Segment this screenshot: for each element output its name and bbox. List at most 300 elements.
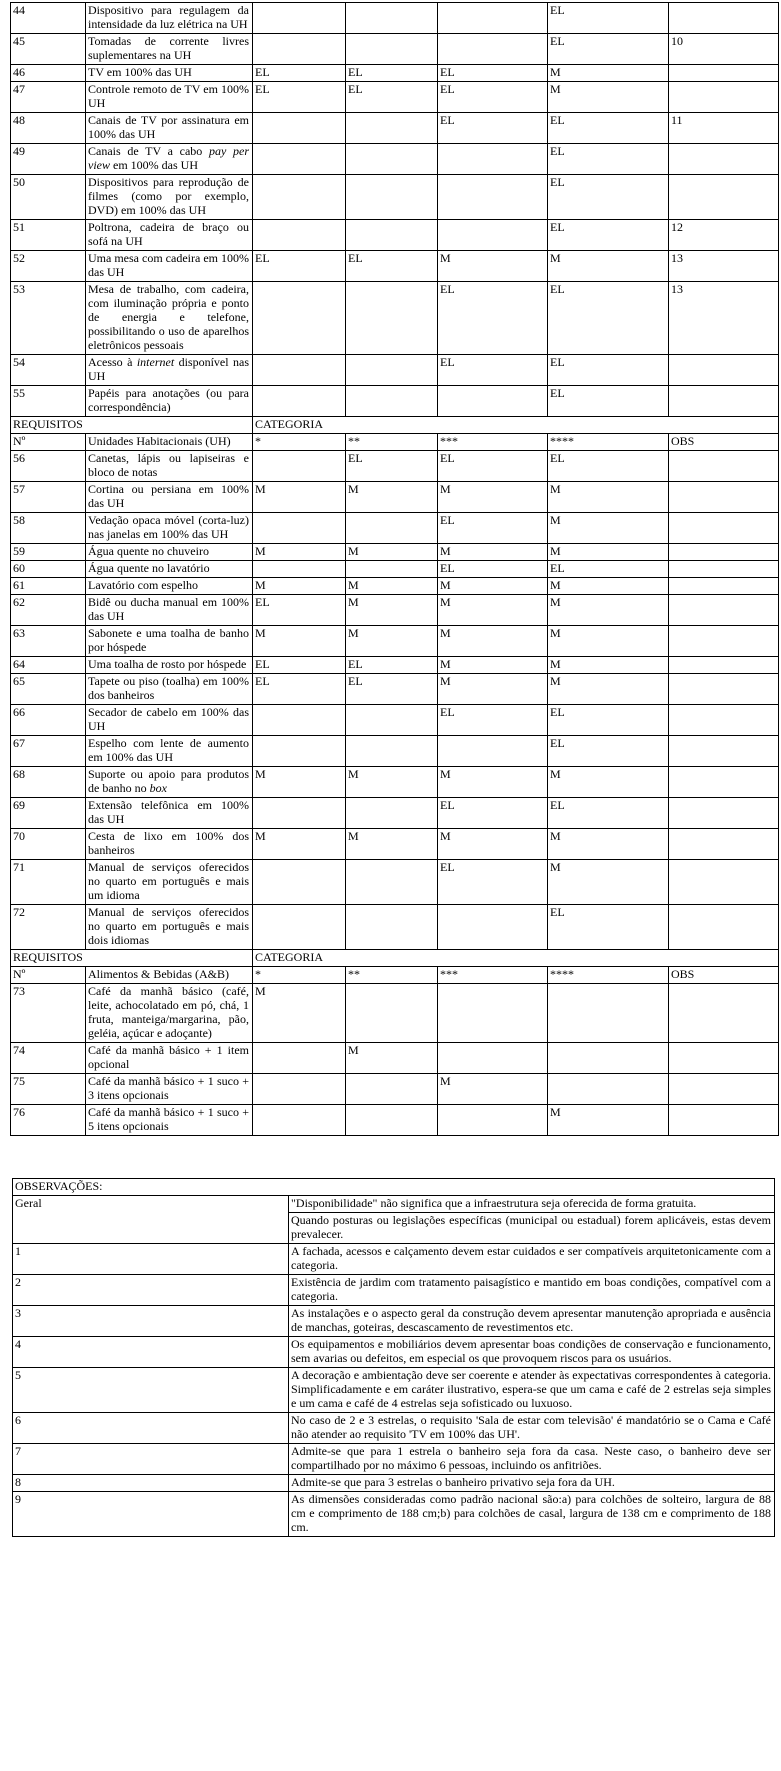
obs-cell bbox=[669, 3, 779, 34]
row-number-cell: 75 bbox=[11, 1074, 86, 1105]
category-1-star-cell bbox=[253, 798, 346, 829]
requirement-description-cell: Mesa de trabalho, com cadeira, com iluminação própria e ponto de energia e telefone, possibilitando o uso de aparelhos eletrônicos pessoais bbox=[86, 282, 253, 355]
star-2-header: ** bbox=[346, 434, 438, 451]
category-4-star-cell: EL bbox=[548, 282, 669, 355]
row-number-cell: 44 bbox=[11, 3, 86, 34]
requirement-row bbox=[11, 386, 779, 417]
observation-text-cell: No caso de 2 e 3 estrelas, o requisito 'Sala de estar com televisão' é mandatório se o Cama e Café não atender ao requisito 'TV em 100% das UH'. bbox=[289, 1413, 775, 1444]
category-1-star-cell: EL bbox=[253, 65, 346, 82]
observation-row bbox=[13, 1306, 775, 1337]
category-3-star-cell: EL bbox=[438, 82, 548, 113]
observation-label-cell: 4 bbox=[13, 1337, 289, 1368]
obs-cell bbox=[669, 482, 779, 513]
column-header-row bbox=[11, 967, 779, 984]
category-2-star-cell bbox=[346, 3, 438, 34]
requirement-description-cell: Café da manhã básico (café, leite, achocolatado em pó, chá, 1 fruta, manteiga/margarina, pão, geléia, açúcar e adoçante) bbox=[86, 984, 253, 1043]
requirement-row bbox=[11, 674, 779, 705]
category-2-star-cell bbox=[346, 984, 438, 1043]
requirement-description-cell: Manual de serviços oferecidos no quarto em português e mais dois idiomas bbox=[86, 905, 253, 950]
categoria-header: CATEGORIA bbox=[253, 950, 779, 967]
category-1-star-cell: M bbox=[253, 626, 346, 657]
observations-title-row bbox=[13, 1179, 775, 1196]
requirement-row bbox=[11, 705, 779, 736]
requirement-row bbox=[11, 626, 779, 657]
requirement-description-cell: Uma toalha de rosto por hóspede bbox=[86, 657, 253, 674]
category-2-star-cell: EL bbox=[346, 674, 438, 705]
category-2-star-cell bbox=[346, 34, 438, 65]
category-1-star-cell bbox=[253, 175, 346, 220]
category-3-star-cell: M bbox=[438, 482, 548, 513]
star-4-header: **** bbox=[548, 434, 669, 451]
category-3-star-cell bbox=[438, 1105, 548, 1136]
category-2-star-cell bbox=[346, 561, 438, 578]
requirement-row bbox=[11, 220, 779, 251]
star-2-header: ** bbox=[346, 967, 438, 984]
category-1-star-cell bbox=[253, 736, 346, 767]
obs-cell: 13 bbox=[669, 251, 779, 282]
observation-label-cell: 8 bbox=[13, 1475, 289, 1492]
requirement-description-cell: Dispositivos para reprodução de filmes (como por exemplo, DVD) em 100% das UH bbox=[86, 175, 253, 220]
row-number-cell: 46 bbox=[11, 65, 86, 82]
observation-text-cell: A decoração e ambientação deve ser coerente e atender às expectativas correspondentes à categoria. Simplificadamente e em caráter ilustrativo, espera-se que um cama e café de 2 estrelas seja simples e um cama e café de 4 estrelas seja sofisticado ou luxuoso. bbox=[289, 1368, 775, 1413]
observation-label-cell: 5 bbox=[13, 1368, 289, 1413]
category-1-star-cell bbox=[253, 561, 346, 578]
row-number-cell: 76 bbox=[11, 1105, 86, 1136]
category-2-star-cell: EL bbox=[346, 657, 438, 674]
requirement-row bbox=[11, 798, 779, 829]
obs-cell bbox=[669, 451, 779, 482]
category-4-star-cell: M bbox=[548, 578, 669, 595]
observations-title: OBSERVAÇÕES: bbox=[13, 1179, 775, 1196]
requirements-table bbox=[10, 2, 779, 1136]
row-number-cell: 55 bbox=[11, 386, 86, 417]
row-number-cell: 56 bbox=[11, 451, 86, 482]
obs-cell bbox=[669, 513, 779, 544]
requirement-row bbox=[11, 595, 779, 626]
category-3-star-cell bbox=[438, 386, 548, 417]
row-number-cell: 62 bbox=[11, 595, 86, 626]
category-4-star-cell: M bbox=[548, 674, 669, 705]
category-4-star-cell: EL bbox=[548, 3, 669, 34]
requirement-description-cell: Cesta de lixo em 100% dos banheiros bbox=[86, 829, 253, 860]
category-4-star-cell: EL bbox=[548, 705, 669, 736]
category-3-star-cell: EL bbox=[438, 282, 548, 355]
category-4-star-cell: EL bbox=[548, 175, 669, 220]
star-3-header: *** bbox=[438, 967, 548, 984]
requirement-description-cell: Dispositivo para regulagem da intensidade da luz elétrica na UH bbox=[86, 3, 253, 34]
category-3-star-cell: EL bbox=[438, 860, 548, 905]
requirement-description-cell: Manual de serviços oferecidos no quarto em português e mais um idioma bbox=[86, 860, 253, 905]
row-number-cell: 61 bbox=[11, 578, 86, 595]
category-2-star-cell: M bbox=[346, 1043, 438, 1074]
requisitos-header: REQUISITOS bbox=[11, 950, 253, 967]
requirement-description-cell: Canais de TV a cabo pay per view em 100% das UH bbox=[86, 144, 253, 175]
observation-row bbox=[13, 1444, 775, 1475]
category-3-star-cell: EL bbox=[438, 561, 548, 578]
observation-text-cell: Existência de jardim com tratamento paisagístico e mantido em boas condições, compatível com a categoria. bbox=[289, 1275, 775, 1306]
category-4-star-cell: M bbox=[548, 657, 669, 674]
category-2-star-cell bbox=[346, 175, 438, 220]
category-1-star-cell bbox=[253, 860, 346, 905]
category-1-star-cell: EL bbox=[253, 595, 346, 626]
obs-cell: 13 bbox=[669, 282, 779, 355]
obs-cell bbox=[669, 578, 779, 595]
requirement-description-cell: Acesso à internet disponível nas UH bbox=[86, 355, 253, 386]
category-1-star-cell: M bbox=[253, 829, 346, 860]
row-number-cell: 53 bbox=[11, 282, 86, 355]
observation-row bbox=[13, 1413, 775, 1444]
row-number-cell: 66 bbox=[11, 705, 86, 736]
section-band-row bbox=[11, 950, 779, 967]
category-3-star-cell bbox=[438, 1043, 548, 1074]
row-number-cell: 52 bbox=[11, 251, 86, 282]
row-number-cell: 63 bbox=[11, 626, 86, 657]
requirement-row bbox=[11, 34, 779, 65]
obs-cell bbox=[669, 674, 779, 705]
requirement-row bbox=[11, 3, 779, 34]
category-3-star-cell: M bbox=[438, 657, 548, 674]
category-3-star-cell: EL bbox=[438, 355, 548, 386]
obs-cell bbox=[669, 544, 779, 561]
category-1-star-cell bbox=[253, 1043, 346, 1074]
category-2-star-cell bbox=[346, 386, 438, 417]
requirement-description-cell: Sabonete e uma toalha de banho por hóspede bbox=[86, 626, 253, 657]
observation-row bbox=[13, 1368, 775, 1413]
category-4-star-cell: M bbox=[548, 482, 669, 513]
category-3-star-cell bbox=[438, 144, 548, 175]
category-3-star-cell bbox=[438, 3, 548, 34]
obs-cell bbox=[669, 82, 779, 113]
observation-row bbox=[13, 1337, 775, 1368]
requirement-description-cell: Água quente no lavatório bbox=[86, 561, 253, 578]
requirement-description-cell: Bidê ou ducha manual em 100% das UH bbox=[86, 595, 253, 626]
row-number-cell: 58 bbox=[11, 513, 86, 544]
observation-label-cell: 2 bbox=[13, 1275, 289, 1306]
star-4-header: **** bbox=[548, 967, 669, 984]
category-2-star-cell: EL bbox=[346, 82, 438, 113]
category-2-star-cell: M bbox=[346, 626, 438, 657]
category-4-star-cell: EL bbox=[548, 355, 669, 386]
category-1-star-cell: M bbox=[253, 578, 346, 595]
row-number-cell: 50 bbox=[11, 175, 86, 220]
requirement-row bbox=[11, 113, 779, 144]
category-3-star-cell: EL bbox=[438, 705, 548, 736]
column-header-row bbox=[11, 434, 779, 451]
row-number-cell: 45 bbox=[11, 34, 86, 65]
row-number-cell: 48 bbox=[11, 113, 86, 144]
observation-text-cell: As instalações e o aspecto geral da construção devem apresentar manutenção apropriada e ausência de manchas, goteiras, descascamento de revestimentos etc. bbox=[289, 1306, 775, 1337]
requirement-row bbox=[11, 860, 779, 905]
category-2-star-cell: M bbox=[346, 595, 438, 626]
category-1-star-cell: M bbox=[253, 544, 346, 561]
requirement-row bbox=[11, 65, 779, 82]
category-4-star-cell bbox=[548, 1074, 669, 1105]
observation-text-cell: Admite-se que para 3 estrelas o banheiro privativo seja fora da UH. bbox=[289, 1475, 775, 1492]
category-4-star-cell: EL bbox=[548, 34, 669, 65]
category-4-star-cell: EL bbox=[548, 561, 669, 578]
requirement-description-cell: Vedação opaca móvel (corta-luz) nas janelas em 100% das UH bbox=[86, 513, 253, 544]
requirement-row bbox=[11, 482, 779, 513]
star-1-header: * bbox=[253, 434, 346, 451]
requirement-description-cell: Tomadas de corrente livres suplementares na UH bbox=[86, 34, 253, 65]
obs-cell bbox=[669, 144, 779, 175]
category-1-star-cell: EL bbox=[253, 674, 346, 705]
requirement-description-cell: Canetas, lápis ou lapiseiras e bloco de notas bbox=[86, 451, 253, 482]
requirement-description-cell: Água quente no chuveiro bbox=[86, 544, 253, 561]
category-4-star-cell: EL bbox=[548, 905, 669, 950]
section-title-header: Alimentos & Bebidas (A&B) bbox=[86, 967, 253, 984]
requirement-description-cell: Poltrona, cadeira de braço ou sofá na UH bbox=[86, 220, 253, 251]
star-3-header: *** bbox=[438, 434, 548, 451]
obs-cell bbox=[669, 561, 779, 578]
category-2-star-cell: M bbox=[346, 578, 438, 595]
requirement-row bbox=[11, 984, 779, 1043]
category-2-star-cell bbox=[346, 798, 438, 829]
row-number-cell: 74 bbox=[11, 1043, 86, 1074]
requirement-description-cell: Café da manhã básico + 1 suco + 3 itens opcionais bbox=[86, 1074, 253, 1105]
category-1-star-cell: M bbox=[253, 482, 346, 513]
requirement-row bbox=[11, 736, 779, 767]
category-3-star-cell: M bbox=[438, 829, 548, 860]
obs-cell bbox=[669, 829, 779, 860]
requirement-row bbox=[11, 82, 779, 113]
category-4-star-cell bbox=[548, 1043, 669, 1074]
obs-cell bbox=[669, 175, 779, 220]
obs-header: OBS bbox=[669, 967, 779, 984]
category-1-star-cell: EL bbox=[253, 82, 346, 113]
category-4-star-cell: M bbox=[548, 626, 669, 657]
categoria-header: CATEGORIA bbox=[253, 417, 779, 434]
obs-cell bbox=[669, 1043, 779, 1074]
category-2-star-cell bbox=[346, 905, 438, 950]
document-page bbox=[0, 2, 781, 1771]
category-1-star-cell: EL bbox=[253, 251, 346, 282]
requirement-row bbox=[11, 355, 779, 386]
category-1-star-cell: M bbox=[253, 767, 346, 798]
category-3-star-cell: EL bbox=[438, 451, 548, 482]
category-3-star-cell bbox=[438, 984, 548, 1043]
obs-header: OBS bbox=[669, 434, 779, 451]
category-1-star-cell bbox=[253, 220, 346, 251]
category-4-star-cell: M bbox=[548, 829, 669, 860]
category-1-star-cell bbox=[253, 282, 346, 355]
requirement-row bbox=[11, 1074, 779, 1105]
requirement-description-cell: Lavatório com espelho bbox=[86, 578, 253, 595]
observation-row bbox=[13, 1196, 775, 1213]
obs-cell bbox=[669, 767, 779, 798]
category-4-star-cell: M bbox=[548, 82, 669, 113]
category-2-star-cell bbox=[346, 144, 438, 175]
requirement-row bbox=[11, 544, 779, 561]
section-band-row bbox=[11, 417, 779, 434]
observations-table bbox=[12, 1178, 775, 1537]
category-1-star-cell bbox=[253, 355, 346, 386]
category-3-star-cell: EL bbox=[438, 798, 548, 829]
category-4-star-cell bbox=[548, 984, 669, 1043]
requirement-description-cell: Espelho com lente de aumento em 100% das UH bbox=[86, 736, 253, 767]
star-1-header: * bbox=[253, 967, 346, 984]
category-3-star-cell bbox=[438, 905, 548, 950]
category-2-star-cell bbox=[346, 860, 438, 905]
row-number-cell: 67 bbox=[11, 736, 86, 767]
category-4-star-cell: EL bbox=[548, 113, 669, 144]
requirement-row bbox=[11, 451, 779, 482]
requirement-description-cell: Café da manhã básico + 1 item opcional bbox=[86, 1043, 253, 1074]
category-4-star-cell: M bbox=[548, 65, 669, 82]
requirement-row bbox=[11, 175, 779, 220]
row-number-cell: 59 bbox=[11, 544, 86, 561]
category-4-star-cell: EL bbox=[548, 386, 669, 417]
category-3-star-cell: M bbox=[438, 1074, 548, 1105]
requirement-description-cell: Canais de TV por assinatura em 100% das UH bbox=[86, 113, 253, 144]
category-4-star-cell: M bbox=[548, 595, 669, 626]
category-2-star-cell bbox=[346, 282, 438, 355]
category-1-star-cell bbox=[253, 113, 346, 144]
row-number-cell: 51 bbox=[11, 220, 86, 251]
requirement-row bbox=[11, 657, 779, 674]
observation-row bbox=[13, 1492, 775, 1537]
category-2-star-cell: M bbox=[346, 767, 438, 798]
observation-text-cell: Admite-se que para 1 estrela o banheiro seja fora da casa. Neste caso, o banheiro deve ser compartilhado por no máximo 6 pessoas, incluindo os anfitriões. bbox=[289, 1444, 775, 1475]
requirement-row bbox=[11, 251, 779, 282]
category-1-star-cell bbox=[253, 34, 346, 65]
category-1-star-cell bbox=[253, 386, 346, 417]
category-4-star-cell: EL bbox=[548, 144, 669, 175]
observation-text-cell: As dimensões consideradas como padrão nacional são:a) para colchões de solteiro, largura de 88 cm e comprimento de 188 cm;b) para colchões de casal, largura de 138 cm e comprimento de 188 cm. bbox=[289, 1492, 775, 1537]
requirement-description-cell: Secador de cabelo em 100% das UH bbox=[86, 705, 253, 736]
category-2-star-cell bbox=[346, 705, 438, 736]
category-3-star-cell: M bbox=[438, 674, 548, 705]
row-number-cell: 60 bbox=[11, 561, 86, 578]
category-2-star-cell bbox=[346, 1074, 438, 1105]
category-3-star-cell: M bbox=[438, 767, 548, 798]
category-1-star-cell bbox=[253, 513, 346, 544]
obs-cell bbox=[669, 1105, 779, 1136]
obs-cell: 11 bbox=[669, 113, 779, 144]
observation-label-cell: 3 bbox=[13, 1306, 289, 1337]
category-3-star-cell: M bbox=[438, 578, 548, 595]
category-4-star-cell: M bbox=[548, 767, 669, 798]
category-3-star-cell bbox=[438, 220, 548, 251]
requisitos-header: REQUISITOS bbox=[11, 417, 253, 434]
observation-row bbox=[13, 1475, 775, 1492]
category-3-star-cell: EL bbox=[438, 65, 548, 82]
observation-label-cell: 6 bbox=[13, 1413, 289, 1444]
category-2-star-cell: EL bbox=[346, 65, 438, 82]
observation-text-cell: Os equipamentos e mobiliários devem apresentar boas condições de conservação e funcionamento, sem avarias ou defeitos, em especial os que provoquem riscos para os usuários. bbox=[289, 1337, 775, 1368]
category-4-star-cell: M bbox=[548, 860, 669, 905]
observation-label-cell: Geral bbox=[13, 1196, 289, 1244]
category-3-star-cell: M bbox=[438, 626, 548, 657]
category-2-star-cell bbox=[346, 113, 438, 144]
category-4-star-cell: EL bbox=[548, 451, 669, 482]
row-number-cell: 49 bbox=[11, 144, 86, 175]
obs-cell: 12 bbox=[669, 220, 779, 251]
requirement-row bbox=[11, 1105, 779, 1136]
category-1-star-cell bbox=[253, 144, 346, 175]
category-2-star-cell: M bbox=[346, 829, 438, 860]
category-1-star-cell bbox=[253, 1074, 346, 1105]
category-1-star-cell: M bbox=[253, 984, 346, 1043]
row-number-cell: 57 bbox=[11, 482, 86, 513]
observation-row bbox=[13, 1244, 775, 1275]
row-number-cell: 68 bbox=[11, 767, 86, 798]
category-3-star-cell bbox=[438, 736, 548, 767]
obs-cell bbox=[669, 65, 779, 82]
category-4-star-cell: EL bbox=[548, 736, 669, 767]
num-header: Nº bbox=[11, 967, 86, 984]
category-1-star-cell bbox=[253, 705, 346, 736]
category-1-star-cell bbox=[253, 3, 346, 34]
observation-text-cell: "Disponibilidade" não significa que a infraestrutura seja oferecida de forma gratuita. bbox=[289, 1196, 775, 1213]
obs-cell bbox=[669, 984, 779, 1043]
row-number-cell: 73 bbox=[11, 984, 86, 1043]
row-number-cell: 65 bbox=[11, 674, 86, 705]
category-3-star-cell bbox=[438, 34, 548, 65]
section-title-header: Unidades Habitacionais (UH) bbox=[86, 434, 253, 451]
obs-cell: 10 bbox=[669, 34, 779, 65]
obs-cell bbox=[669, 705, 779, 736]
requirement-description-cell: Suporte ou apoio para produtos de banho no box bbox=[86, 767, 253, 798]
observation-label-cell: 7 bbox=[13, 1444, 289, 1475]
category-3-star-cell: M bbox=[438, 251, 548, 282]
obs-cell bbox=[669, 626, 779, 657]
obs-cell bbox=[669, 1074, 779, 1105]
requirement-description-cell: Cortina ou persiana em 100% das UH bbox=[86, 482, 253, 513]
requirement-row bbox=[11, 1043, 779, 1074]
requirement-row bbox=[11, 513, 779, 544]
obs-cell bbox=[669, 657, 779, 674]
num-header: Nº bbox=[11, 434, 86, 451]
category-2-star-cell bbox=[346, 220, 438, 251]
category-2-star-cell: M bbox=[346, 544, 438, 561]
category-2-star-cell: EL bbox=[346, 451, 438, 482]
row-number-cell: 70 bbox=[11, 829, 86, 860]
category-4-star-cell: EL bbox=[548, 798, 669, 829]
category-3-star-cell: M bbox=[438, 595, 548, 626]
observation-row bbox=[13, 1275, 775, 1306]
category-2-star-cell bbox=[346, 513, 438, 544]
observation-label-cell: 1 bbox=[13, 1244, 289, 1275]
observation-text-cell: Quando posturas ou legislações específicas (municipal ou estadual) forem aplicáveis, estas devem prevalecer. bbox=[289, 1213, 775, 1244]
requirement-description-cell: Controle remoto de TV em 100% UH bbox=[86, 82, 253, 113]
requirement-description-cell: Tapete ou piso (toalha) em 100% dos banheiros bbox=[86, 674, 253, 705]
requirement-row bbox=[11, 282, 779, 355]
category-2-star-cell: EL bbox=[346, 251, 438, 282]
obs-cell bbox=[669, 798, 779, 829]
category-1-star-cell: EL bbox=[253, 657, 346, 674]
category-3-star-cell bbox=[438, 175, 548, 220]
requirement-row bbox=[11, 767, 779, 798]
row-number-cell: 64 bbox=[11, 657, 86, 674]
observation-label-cell: 9 bbox=[13, 1492, 289, 1537]
obs-cell bbox=[669, 905, 779, 950]
requirement-row bbox=[11, 829, 779, 860]
category-3-star-cell: EL bbox=[438, 113, 548, 144]
category-1-star-cell bbox=[253, 905, 346, 950]
category-4-star-cell: M bbox=[548, 513, 669, 544]
obs-cell bbox=[669, 736, 779, 767]
row-number-cell: 69 bbox=[11, 798, 86, 829]
observation-text-cell: A fachada, acessos e calçamento devem estar cuidados e ser compatíveis arquitetonicamente com a categoria. bbox=[289, 1244, 775, 1275]
requirement-row bbox=[11, 578, 779, 595]
category-1-star-cell bbox=[253, 1105, 346, 1136]
obs-cell bbox=[669, 860, 779, 905]
category-2-star-cell bbox=[346, 355, 438, 386]
requirement-description-cell: Uma mesa com cadeira em 100% das UH bbox=[86, 251, 253, 282]
requirement-description-cell: Café da manhã básico + 1 suco + 5 itens opcionais bbox=[86, 1105, 253, 1136]
row-number-cell: 72 bbox=[11, 905, 86, 950]
